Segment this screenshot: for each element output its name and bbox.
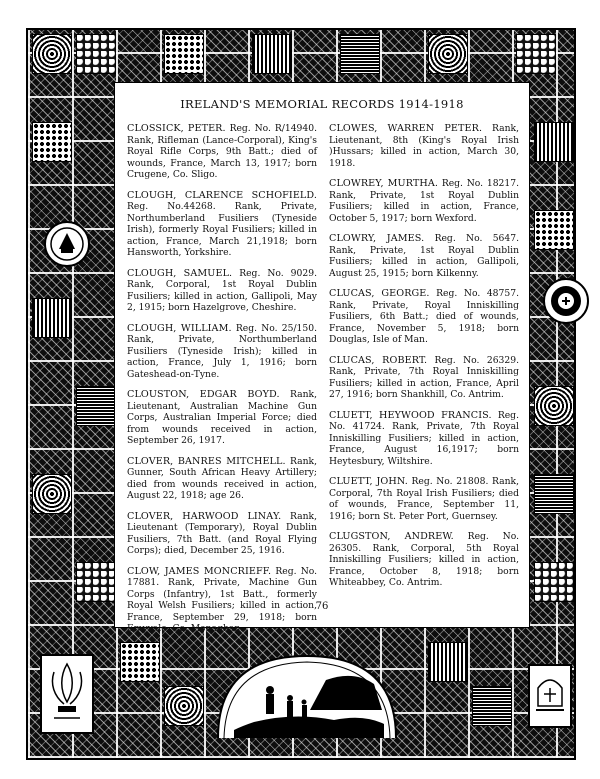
record-entry: CLUETT, JOHN. Reg. No. 21808. Rank, Corporal, 7th Royal Irish Fusiliers; died of wounds, France, September 11, 1916; born St. Peter Port, Guernsey.	[329, 476, 519, 522]
record-entry: CLOUSTON, EDGAR BOYD. Rank, Lieutenant, Australian Machine Gun Corps, Australian Imperial Force; died from wounds received in action, September 26, 1917.	[127, 389, 317, 446]
record-entry: CLOVER, BANRES MITCHELL. Rank, Gunner, South African Heavy Artillery; died from wounds received in action, August 22, 1918; age 26.	[127, 455, 317, 501]
helmet-badge-icon	[528, 664, 572, 728]
record-entry: CLOUGH, WILLIAM. Reg. No. 25/150. Rank, Private, Northumberland Fusiliers (Tyneside Irish); killed in action, France, July 1, 1916; born Gateshead-on-Tyne.	[127, 322, 317, 380]
record-entry: CLOUGH, CLARENCE SCHOFIELD. Reg. No.44268. Rank, Private, Northumberland Fusiliers (Tyneside Irish), formerly Royal Fusiliers; killed in action, France, March 21,1918; born Hansworth, Yorkshire.	[127, 189, 317, 258]
record-entry: CLUGSTON, ANDREW. Reg. No. 26305. Rank, Corporal, 5th Royal Inniskilling Fusiliers; killed in action, France, October 8, 1918; born Whiteabbey, Co. Antrim.	[329, 531, 520, 588]
record-entry: CLUCAS, GEORGE. Reg. No. 48757. Rank, Private, Royal Inniskilling Fusiliers, 6th Batt.; died of wounds, France, November 5, 1918; born Douglas, Isle of Man.	[329, 288, 519, 345]
records-panel	[114, 82, 530, 634]
regimental-badge-icon	[543, 278, 589, 324]
record-entry: CLOSSICK, PETER. Reg. No. R/14940. Rank, Rifleman (Lance-Corporal), King's Royal Rifle Corps, 9th Batt.; died of wounds, France, March 13, 1917; born Crugene, Co. Sligo.	[127, 123, 317, 180]
record-entry: CLUETT, HEYWOOD FRANCIS. Reg. No. 41724. Rank, Private, 7th Royal Inniskilling Fusiliers; killed in action, France, August 16,1917; born Heytesbury, Wiltshire.	[329, 409, 519, 467]
record-entry: CLOWRY, JAMES. Reg. No. 5647. Rank, Private, 1st Royal Dublin Fusiliers; killed in action, Gallipoli, August 25, 1915; born Kilkenny.	[329, 233, 520, 279]
record-entry: CLOWES, WARREN PETER. Rank, Lieutenant, 8th (King's Royal Irish )Hussars; killed in action, March 30, 1918.	[329, 123, 519, 169]
record-entry: CLOUGH, SAMUEL. Reg. No. 9029. Rank, Corporal, 1st Royal Dublin Fusiliers; killed in action, Gallipoli, May 2, 1915; born Hazelgrove, Cheshire.	[127, 267, 317, 313]
page-number: 76	[315, 601, 329, 612]
record-entry: CLOVER, HARWOOD LINAY. Rank, Lieutenant (Temporary), Royal Dublin Fusiliers, 7th Batt. (and Royal Flying Corps); died, December 25, 1916.	[127, 510, 318, 556]
record-entry: CLUCAS, ROBERT. Reg. No. 26329. Rank, Private, 7th Royal Inniskilling Fusiliers; killed in action, France, April 27, 1916; born Shankhill, Co. Antrim.	[329, 354, 519, 400]
prince-of-wales-feathers-icon	[40, 654, 94, 734]
record-entry: CLOW, JAMES MONCRIEFF. Reg. No. 17881. Rank, Private, Machine Gun Corps (Infantry), 1st Batt., formerly Royal Welsh Fusiliers; killed in action, France, September 29, 1918; born Emyvale, Co. Monaghan.	[127, 565, 318, 634]
right-column	[329, 123, 519, 598]
left-column	[127, 123, 317, 644]
record-entry: CLOWREY, MURTHA. Reg. No. 18217. Rank, Private, 1st Royal Dublin Fusiliers; killed in action, France, October 5, 1917; born Wexford.	[329, 178, 519, 224]
page-title: IRELAND'S MEMORIAL RECORDS 1914-1918	[180, 97, 464, 111]
battlefield-vignette-icon	[214, 650, 400, 740]
regimental-crest-icon	[44, 221, 90, 267]
